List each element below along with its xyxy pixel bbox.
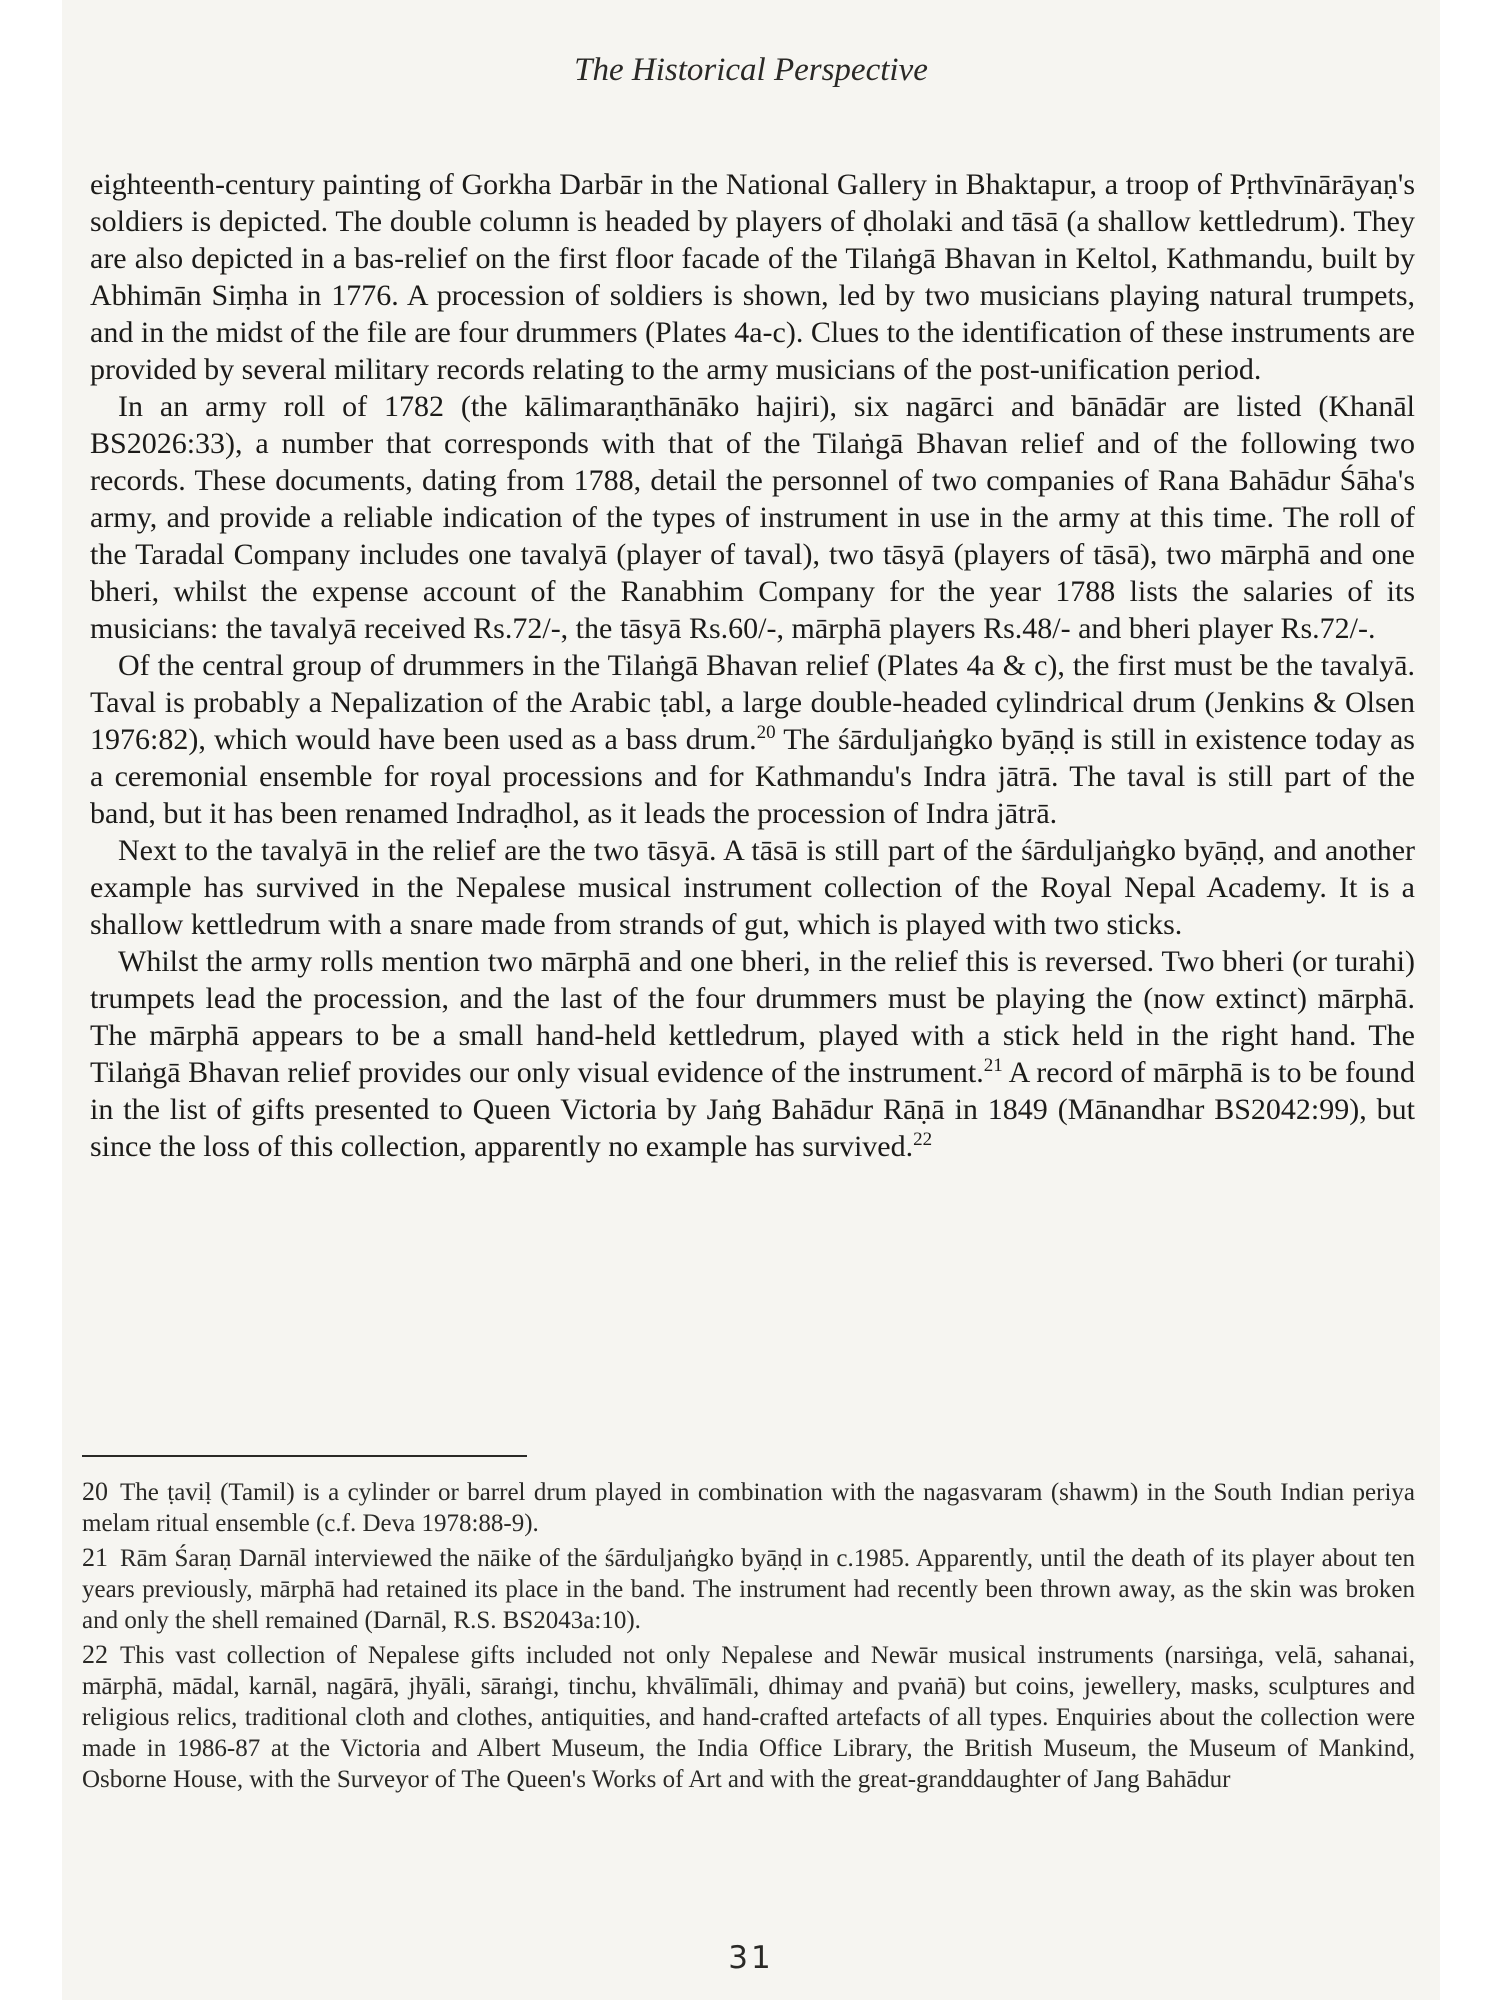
paragraph: Of the central group of drummers in the Tilaṅgā Bhavan relief (Plates 4a & c), the first must be the tavalyā. Taval is probably a Nepalization of the Arabic ṭabl, a large double-headed cylindrical drum (Jenkins & Olsen 1976:82), which would have been used as a bass drum.$^{20}$ The śārduljaṅgko byāṇḍ is still in existence today as a ceremonial ensemble for royal processions and for Kathmandu's Indra jātrā. The taval is still part of the band, but it has been renamed Indraḍhol, as it leads the procession of Indra jātrā. [90, 649, 1415, 830]
footnote-20: 20 The ṭaviḷ (Tamil) is a cylinder or barrel drum played in combination with the nagasvaram (shawm) in the South Indian periya melam ritual ensemble (c.f. Deva 1978:88-9). [82, 1477, 1415, 1537]
footnote-separator [82, 1455, 527, 1457]
book-page [62, 0, 1440, 2000]
body-text [90, 166, 1415, 1165]
footnotes [82, 1476, 1415, 1798]
footnote-ref-20[interactable]: 20 [756, 722, 776, 743]
footnote-ref-22[interactable]: 22 [913, 1129, 933, 1150]
footnote-22: 22 This vast collection of Nepalese gifts included not only Nepalese and Newār musical instruments (narsiṅga, velā, sahanai, mārphā, mādal, karnāl, nagārā, jhyāli, sāraṅgi, tinchu, khvālīmāli, dhimay and pvaṅā) but coins, jewellery, masks, sculptures and religious relics, traditional cloth and clothes, antiquities, and hand-crafted artefacts of all types. Enquiries about the collection were made in 1986-87 at the Victoria and Albert Museum, the India Office Library, the British Museum, the Museum of Mankind, Osborne House, with the Surveyor of The Queen's Works of Art and with the great-granddaughter of Jang Bahādur [82, 1640, 1415, 1793]
paragraph: Next to the tavalyā in the relief are the two tāsyā. A tāsā is still part of the śārduljaṅgko byāṇḍ, and another example has survived in the Nepalese musical instrument collection of the Royal Nepal Academy. It is a shallow kettledrum with a snare made from strands of gut, which is played with two sticks. [90, 834, 1415, 941]
footnote-21: 21 Rām Śaraṇ Darnāl interviewed the nāike of the śārduljaṅgko byāṇḍ in c.1985. Apparently, until the death of its player about ten years previously, mārphā had retained its place in the band. The instrument had recently been thrown away, as the skin was broken and only the shell remained (Darnāl, R.S. BS2043a:10). [82, 1543, 1415, 1634]
page-number: 31 [728, 1940, 774, 1976]
running-header: The Historical Perspective [574, 52, 928, 88]
paragraph: Whilst the army rolls mention two mārphā and one bheri, in the relief this is reversed. Two bheri (or turahi) trumpets lead the procession, and the last of the four drummers must be playing the (now extinct) mārphā. The mārphā appears to be a small hand-held kettledrum, played with a stick held in the right hand. The Tilaṅgā Bhavan relief provides our only visual evidence of the instrument.$^{21}$ A record of mārphā is to be found in the list of gifts presented to Queen Victoria by Jaṅg Bahādur Rāṇā in 1849 (Mānandhar BS2042:99), but since the loss of this collection, apparently no example has survived.$^{22}$ [90, 945, 1415, 1163]
paragraph: In an army roll of 1782 (the kālimaraṇthānāko hajiri), six nagārci and bānādār are listed (Khanāl BS2026:33), a number that corresponds with that of the Tilaṅgā Bhavan relief and of the following two records. These documents, dating from 1788, detail the personnel of two companies of Rana Bahādur Śāha's army, and provide a reliable indication of the types of instrument in use in the army at this time. The roll of the Taradal Company includes one tavalyā (player of taval), two tāsyā (players of tāsā), two mārphā and one bheri, whilst the expense account of the Ranabhim Company for the year 1788 lists the salaries of its musicians: the tavalyā received Rs.72/-, the tāsyā Rs.60/-, mārphā players Rs.48/- and bheri player Rs.72/-. [90, 390, 1415, 645]
footnote-ref-21[interactable]: 21 [983, 1055, 1003, 1076]
paragraph: eighteenth-century painting of Gorkha Darbār in the National Gallery in Bhaktapur, a troop of Pṛthvīnārāyaṇ's soldiers is depicted. The double column is headed by players of ḍholaki and tāsā (a shallow kettledrum). They are also depicted in a bas-relief on the first floor facade of the Tilaṅgā Bhavan in Keltol, Kathmandu, built by Abhimān Siṃha in 1776. A procession of soldiers is shown, led by two musicians playing natural trumpets, and in the midst of the file are four drummers (Plates 4a-c). Clues to the identification of these instruments are provided by several military records relating to the army musicians of the post-unification period. [90, 168, 1415, 386]
